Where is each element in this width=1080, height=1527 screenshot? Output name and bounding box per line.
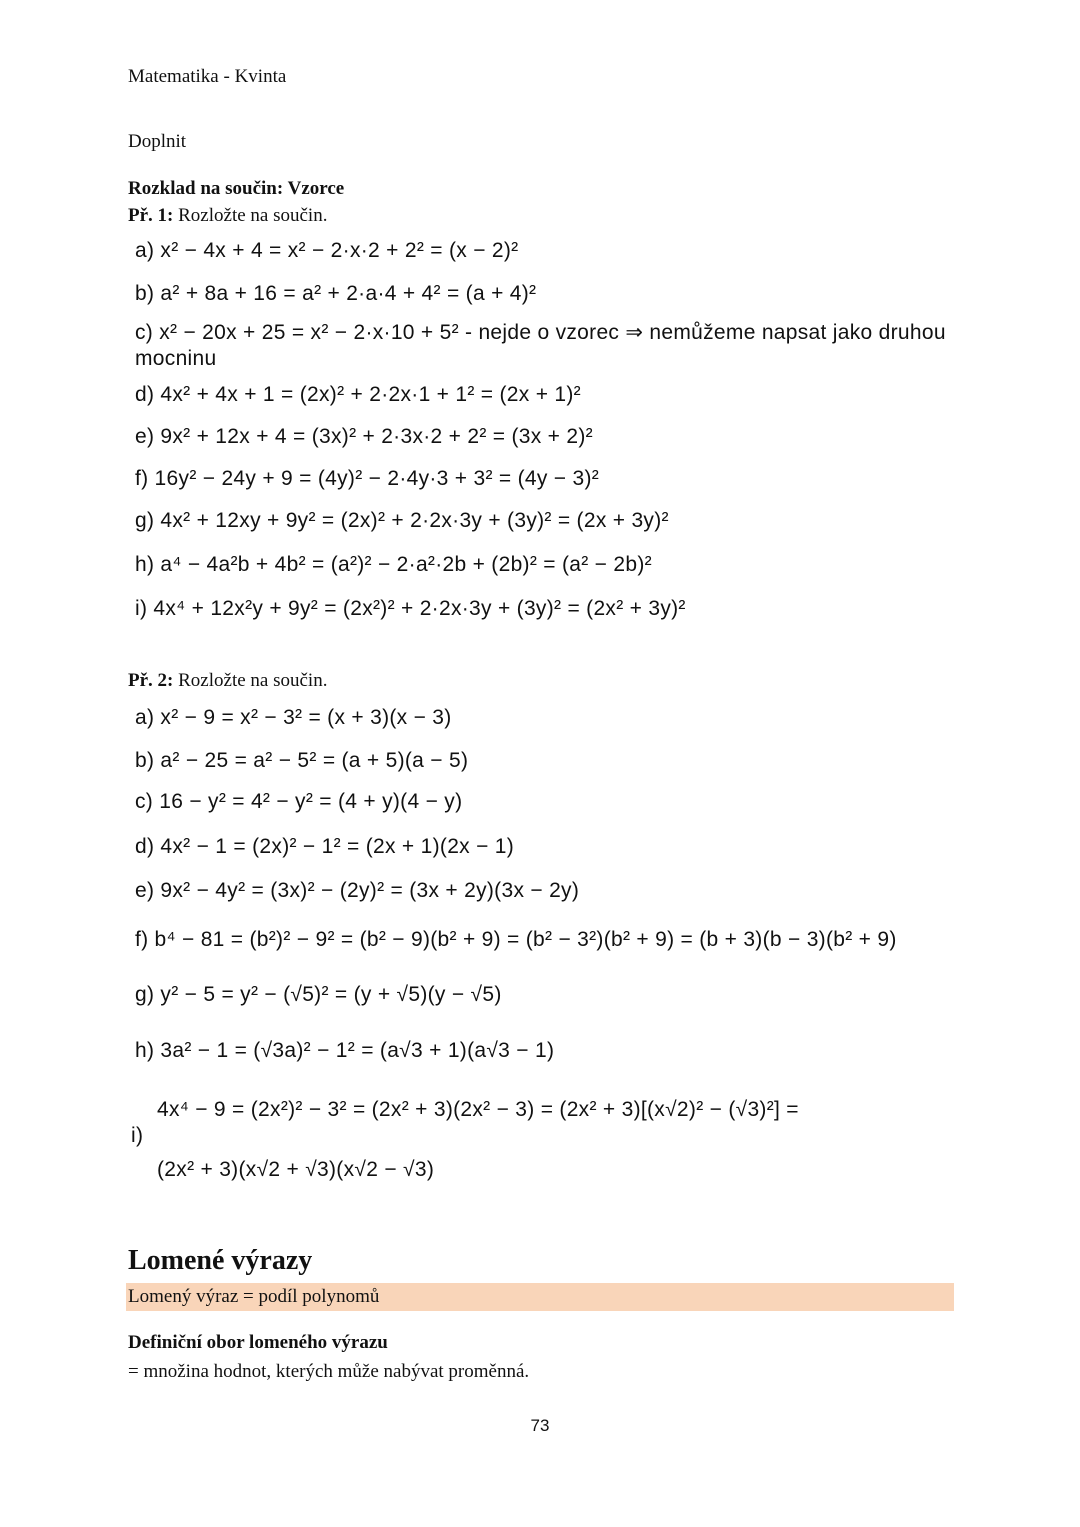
ex1-item: g) 4x² + 12xy + 9y² = (2x)² + 2·2x·3y + (3y)² = (2x + 3y)² [135, 509, 669, 532]
ex2-item: g) y² − 5 = y² − (√5)² = (y + √5)(y − √5) [135, 983, 502, 1006]
ex2-item: b) a² − 25 = a² − 5² = (a + 5)(a − 5) [135, 749, 469, 772]
ex1-heading [128, 205, 327, 227]
ex2-item: e) 9x² − 4y² = (3x)² − (2y)² = (3x + 2y)(3x − 2y) [135, 879, 580, 902]
ex1-item: f) 16y² − 24y + 9 = (4y)² − 2·4y·3 + 3² = (4y − 3)² [135, 467, 600, 490]
ex2-item: d) 4x² − 1 = (2x)² − 1² = (2x + 1)(2x − 1) [135, 835, 515, 858]
ex2-item-i-label: i) [131, 1124, 144, 1147]
ex2-item: c) 16 − y² = 4² − y² = (4 + y)(4 − y) [135, 790, 463, 813]
ex2-item: a) x² − 9 = x² − 3² = (x + 3)(x − 3) [135, 706, 452, 729]
subheading: Definiční obor lomeného výrazu [128, 1332, 388, 1353]
ex1-task: Rozložte na součin. [178, 205, 328, 226]
definition-highlight [126, 1283, 954, 1311]
ex1-item: h) a⁴ − 4a²b + 4b² = (a²)² − 2·a²·2b + (2b)² = (a² − 2b)² [135, 553, 652, 576]
ex2-item-i-line1: 4x⁴ − 9 = (2x²)² − 3² = (2x² + 3)(2x² − 3) = (2x² + 3)[(x√2)² − (√3)²] = [157, 1098, 799, 1121]
ex1-item: b) a² + 8a + 16 = a² + 2·a·4 + 4² = (a + 4)² [135, 282, 537, 305]
ex2-item: h) 3a² − 1 = (√3a)² − 1² = (a√3 + 1)(a√3 − 1) [135, 1039, 555, 1062]
ex1-label: Př. 1: [128, 205, 174, 226]
ex2-task: Rozložte na součin. [178, 670, 328, 691]
ex2-heading [128, 670, 327, 692]
ex1-item: d) 4x² + 4x + 1 = (2x)² + 2·2x·1 + 1² = (2x + 1)² [135, 383, 581, 406]
definition-body: = množina hodnot, kterých může nabývat proměnná. [128, 1361, 530, 1382]
definition-text: Lomený výraz = podíl polynomů [128, 1286, 380, 1307]
page-header: Matematika - Kvinta [128, 66, 287, 87]
ex2-item: f) b⁴ − 81 = (b²)² − 9² = (b² − 9)(b² + 9) = (b² − 3²)(b² + 9) = (b + 3)(b − 3)(b² + 9) [135, 928, 897, 951]
ex1-item: c) x² − 20x + 25 = x² − 2·x·10 + 5² - nejde o vzorec ⇒ nemůžeme napsat jako druhou [135, 321, 946, 344]
ex1-item: a) x² − 4x + 4 = x² − 2·x·2 + 2² = (x − 2)² [135, 239, 519, 262]
section-title: Rozklad na součin: Vzorce [128, 178, 345, 199]
ex2-item-i-line2: (2x² + 3)(x√2 + √3)(x√2 − √3) [157, 1158, 435, 1181]
ex2-label: Př. 2: [128, 670, 174, 691]
ex1-item: mocninu [135, 347, 217, 370]
ex1-item: e) 9x² + 12x + 4 = (3x)² + 2·3x·2 + 2² = (3x + 2)² [135, 425, 593, 448]
ex1-item: i) 4x⁴ + 12x²y + 9y² = (2x²)² + 2·2x·3y + (3y)² = (2x² + 3y)² [135, 597, 686, 620]
page-number: 73 [530, 1416, 550, 1435]
section-heading: Lomené výrazy [128, 1245, 313, 1276]
note: Doplnit [128, 131, 187, 152]
